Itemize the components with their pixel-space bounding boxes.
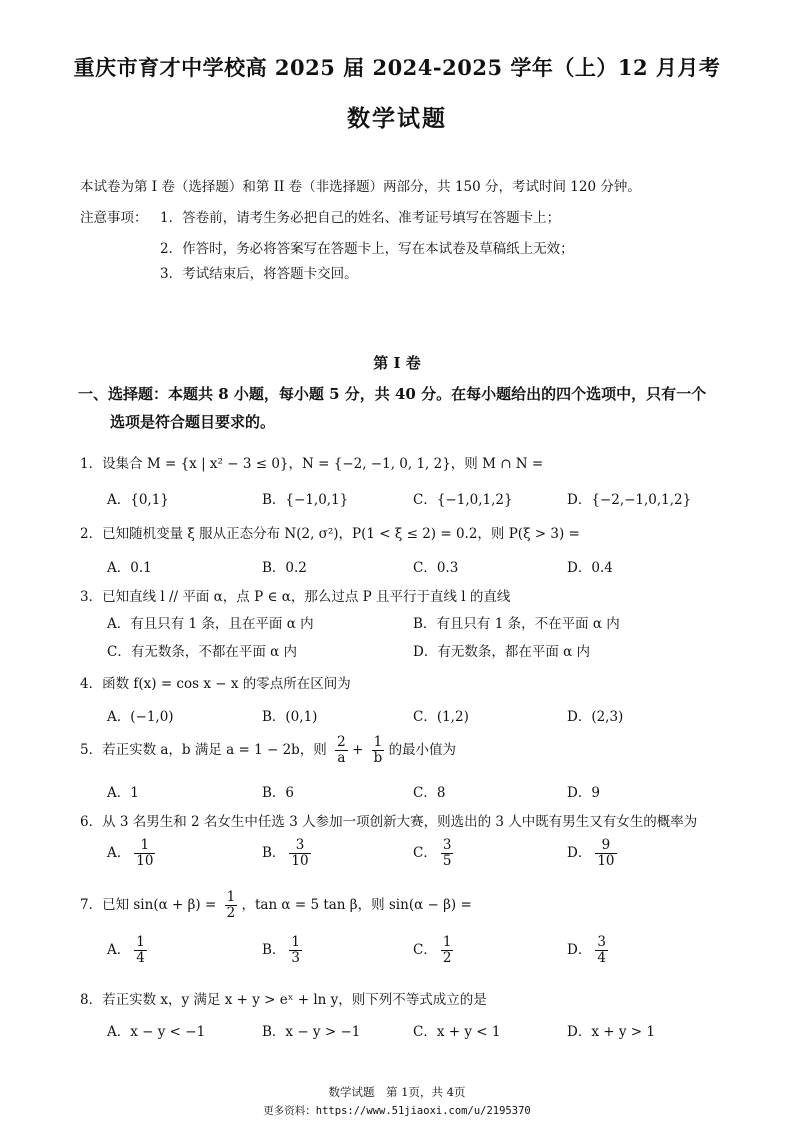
question-6: 6．从 3 名男生和 2 名女生中任选 3 人参加一项创新大赛，则选出的 3 人中既有男生又有女生的概率为 [80, 814, 698, 830]
question-2-option-c: C．0.3 [413, 560, 459, 576]
fraction [289, 935, 302, 966]
question-8-option-c: C．x + y < 1 [413, 1024, 501, 1040]
option-label: A． [107, 941, 131, 958]
question-8: 8．若正实数 x，y 满足 x + y > eˣ + ln y，则下列不等式成立的是 [80, 992, 487, 1008]
question-7-option-c [413, 935, 453, 966]
fraction-numerator: 1 [291, 934, 301, 950]
fraction-numerator: 2 [337, 734, 346, 750]
question-6-option-c [413, 838, 453, 869]
question-5-option-b: B．6 [262, 785, 295, 801]
question-1-option-b: B．{−1,0,1} [262, 492, 349, 508]
fraction [441, 838, 454, 869]
fraction-denominator: 4 [136, 949, 145, 966]
option-label: C． [413, 941, 437, 958]
option-label: D． [567, 941, 592, 958]
fraction-numerator: 1 [226, 889, 236, 905]
fraction-numerator: 1 [136, 934, 145, 950]
question-2-option-d: D．0.4 [567, 560, 613, 576]
fraction [134, 935, 147, 966]
fraction-numerator: 1 [442, 934, 452, 950]
fraction-denominator: 10 [597, 852, 615, 869]
fraction-denominator: 3 [291, 949, 301, 966]
option-label: B． [262, 941, 286, 958]
fraction [595, 935, 608, 966]
fraction [289, 838, 310, 869]
question-1-option-d: D．{−2,−1,0,1,2} [567, 492, 692, 508]
question-2-option-b: B．0.2 [262, 560, 307, 576]
question-5-option-c: C．8 [413, 785, 446, 801]
fraction-numerator: 1 [372, 735, 385, 751]
question-7-option-d [567, 935, 608, 966]
fraction-denominator: 5 [442, 852, 452, 869]
note-item: 3．考试结束后，将答题卡交回。 [160, 266, 358, 282]
exam-subtitle: 数学试题 [347, 105, 447, 132]
question-3-option-c: C．有无数条，不都在平面 α 内 [107, 644, 298, 660]
question-4-option-b: B．(0,1) [262, 709, 318, 725]
question-1-option-c: C．{−1,0,1,2} [413, 492, 513, 508]
fraction-numerator: 3 [442, 837, 452, 853]
option-label: C． [413, 844, 437, 861]
exam-intro: 本试卷为第 I 卷（选择题）和第 II 卷（非选择题）两部分，共 150 分，考试时间 120 分钟。 [80, 179, 641, 195]
question-8-option-b: B．x − y > −1 [262, 1024, 361, 1040]
fraction-denominator: 2 [442, 949, 452, 966]
question-7-option-b [262, 935, 302, 966]
page-footer: 数学试题 第 1页，共 4页 [328, 1085, 466, 1099]
fraction [134, 838, 155, 869]
fraction-numerator: 3 [289, 838, 310, 854]
note-item: 2．作答时，务必将答案写在答题卡上，写在本试卷及草稿纸上无效； [160, 241, 574, 257]
fraction [225, 890, 238, 921]
question-5-option-d: D．9 [567, 785, 600, 801]
question-7-stem-start: 7．已知 sin(α + β) = [80, 896, 217, 913]
question-7 [80, 890, 472, 921]
question-3-option-b: B．有且只有 1 条，不在平面 α 内 [413, 616, 620, 632]
section-heading-line: 一、选择题：本题共 8 小题，每小题 5 分，共 40 分。在每小题给出的四个选项中，只有一个 [78, 385, 707, 403]
option-label: A． [107, 844, 131, 861]
question-2-option-a: A．0.1 [107, 560, 152, 576]
fraction-numerator: 3 [597, 934, 606, 950]
notes-label: 注意事项： [80, 210, 148, 226]
fraction-denominator: 2 [226, 904, 236, 921]
note-item: 1．答卷前，请考生务必把自己的姓名、准考证号填写在答题卡上； [160, 210, 561, 226]
question-3-option-a: A．有且只有 1 条，且在平面 α 内 [107, 616, 314, 632]
volume-heading: 第 I 卷 [373, 354, 421, 372]
section-heading [78, 380, 738, 436]
question-8-option-d: D．x + y > 1 [567, 1024, 655, 1040]
option-label: B． [262, 844, 286, 861]
question-2: 2．已知随机变量 ξ 服从正态分布 N(2, σ²)，P(1 < ξ ≤ 2) = 0.2，则 P(ξ > 3) = [80, 526, 580, 542]
question-4-option-a: A．(−1,0) [107, 709, 174, 725]
question-5-stem-start: 5．若正实数 a，b 满足 a = 1 − 2b，则 [80, 741, 327, 758]
fraction-denominator: 4 [597, 949, 606, 966]
section-heading-line: 选项是符合题目要求的。 [110, 413, 276, 431]
question-4: 4．函数 f(x) = cos x − x 的零点所在区间为 [80, 676, 351, 692]
fraction-denominator: b [373, 749, 383, 766]
question-6-option-a [107, 838, 155, 869]
source-link[interactable]: 更多资料：https://www.51jiaoxi.com/u/2195370 [263, 1105, 531, 1117]
question-6-option-d [567, 838, 617, 869]
question-7-stem-end: ，tan α = 5 tan β，则 sin(α − β) = [241, 896, 472, 913]
question-5-option-a: A．1 [107, 785, 139, 801]
fraction [441, 935, 454, 966]
fraction-numerator: 9 [595, 838, 616, 854]
question-6-option-b [262, 838, 311, 869]
fraction-numerator: 1 [134, 838, 155, 854]
question-5 [80, 735, 456, 766]
fraction [595, 838, 616, 869]
fraction-denominator: 10 [136, 852, 154, 869]
fraction-denominator: a [337, 749, 346, 766]
question-3: 3．已知直线 l // 平面 α，点 P ∈ α，那么过点 P 且平行于直线 l 的直线 [80, 589, 511, 605]
question-4-option-c: C．(1,2) [413, 709, 469, 725]
question-1-option-a: A．{0,1} [107, 492, 169, 508]
fraction [372, 735, 385, 766]
fraction-denominator: 10 [291, 852, 309, 869]
question-8-option-a: A．x − y < −1 [107, 1024, 206, 1040]
exam-title: 重庆市育才中学校高 2025 届 2024-2025 学年（上）12 月月考 [73, 55, 721, 80]
plus-sign: + [352, 741, 364, 758]
question-5-stem-end: 的最小值为 [388, 741, 457, 758]
fraction [335, 735, 348, 766]
question-7-option-a [107, 935, 147, 966]
question-1: 1．设集合 M = {x | x² − 3 ≤ 0}，N = {−2, −1, 0, 1, 2}，则 M ∩ N = [80, 456, 544, 472]
question-4-option-d: D．(2,3) [567, 709, 624, 725]
question-3-option-d: D．有无数条，都在平面 α 内 [413, 644, 591, 660]
option-label: D． [567, 844, 592, 861]
